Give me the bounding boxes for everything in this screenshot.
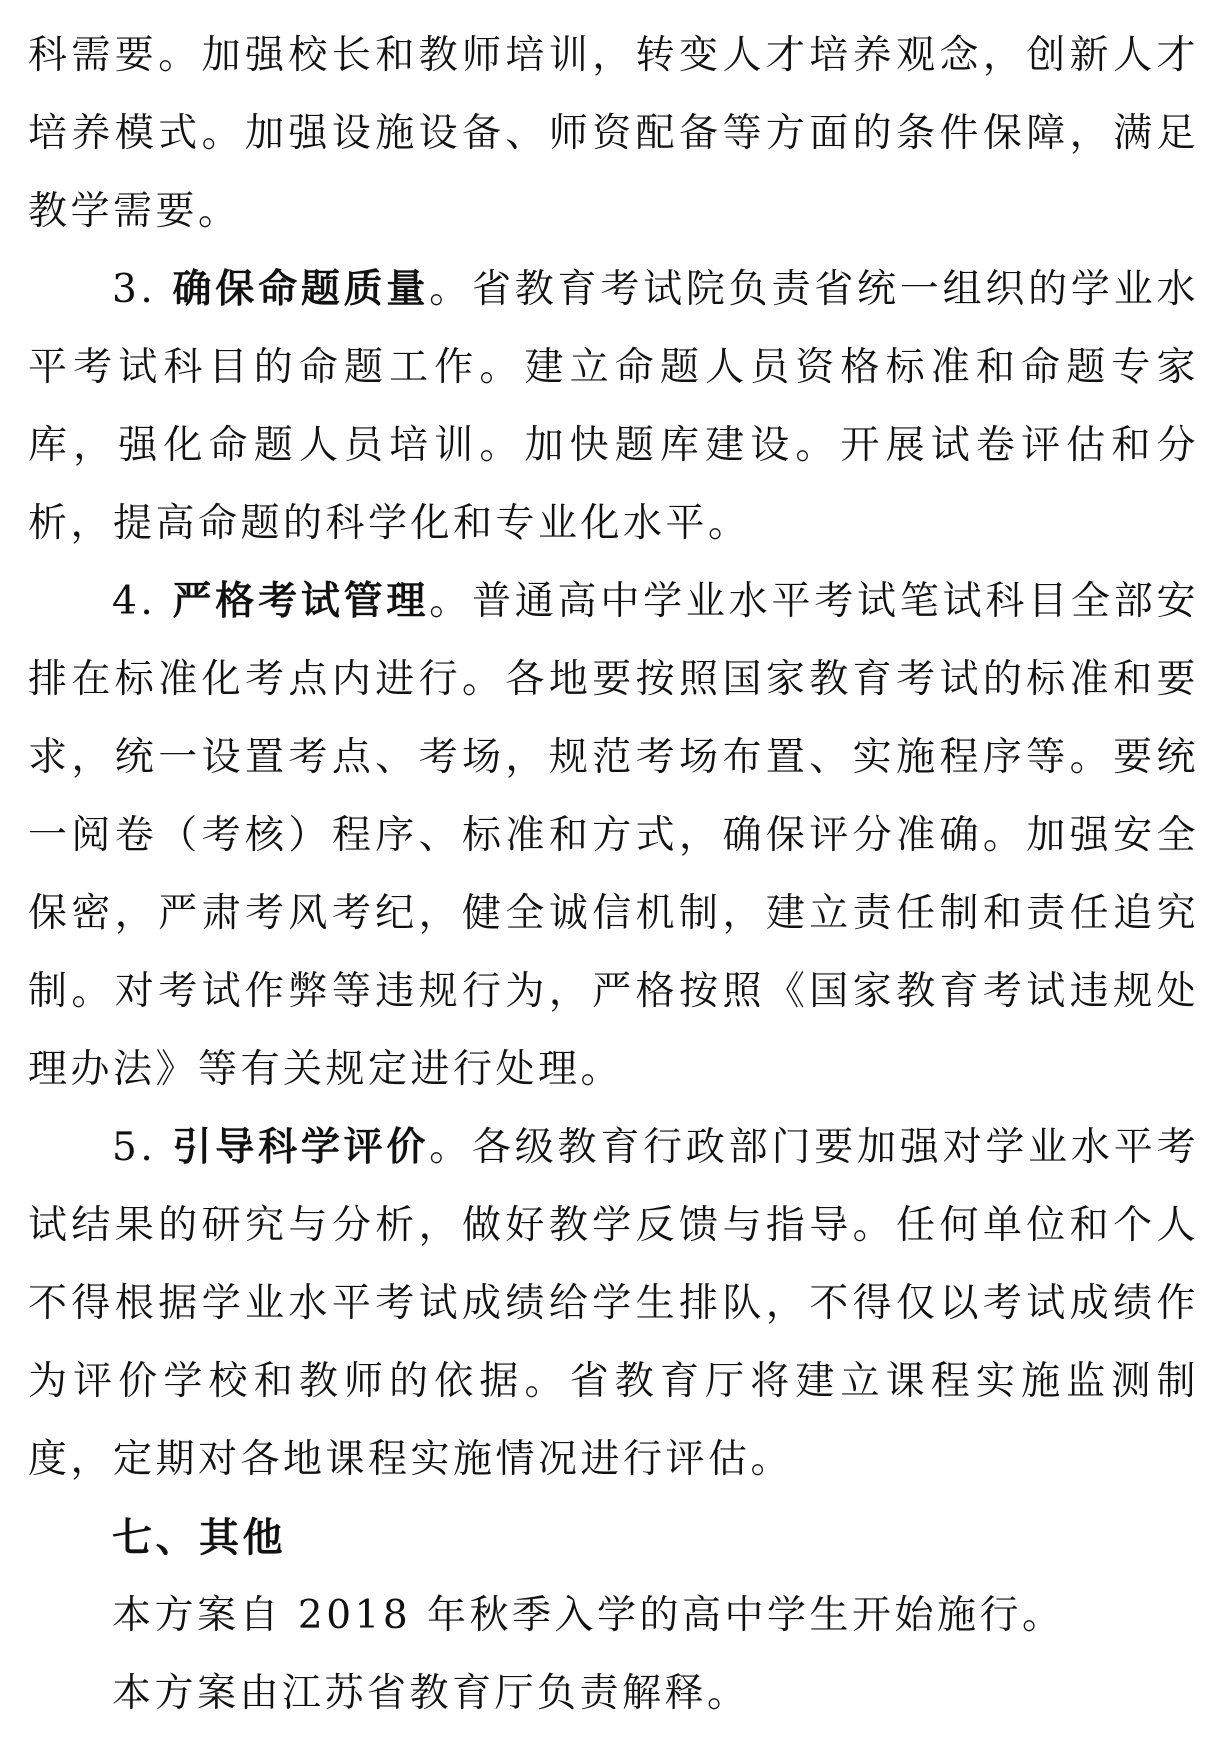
closing-line-effective-date: 本方案自 2018 年秋季入学的高中学生开始施行。	[112, 1593, 1065, 1638]
item-number: 3.	[112, 267, 157, 312]
paragraph-item-3	[28, 251, 1199, 563]
item-body: 。普通高中学业水平考试笔试科目全部安排在标准化考点内进行。各地要按照国家教育考试的标准和要求，统一设置考点、考场，规范考场布置、实施程序等。要统一阅卷（考核）程序、标准和方式，确保评分准确。加强安全保密，严肃考风考纪，健全诚信机制，建立责任制和责任追究制。对考试作弊等违规行为，严格按照《国家教育考试违规处理办法》等有关规定进行处理。	[28, 579, 1199, 1092]
document-page	[0, 17, 1227, 1764]
item-lead: 引导科学评价	[172, 1125, 430, 1170]
section-heading: 七、其他	[112, 1515, 286, 1561]
item-lead: 确保命题质量	[172, 267, 430, 312]
paragraph-item-4	[28, 563, 1199, 1109]
item-body: 。各级教育行政部门要加强对学业水平考试结果的研究与分析，做好教学反馈与指导。任何单位和个人不得根据学业水平考试成绩给学生排队，不得仅以考试成绩作为评价学校和教师的依据。省教育厅将建立课程实施监测制度，定期对各地课程实施情况进行评估。	[28, 1125, 1199, 1482]
item-number: 4.	[112, 579, 157, 624]
paragraph-item-5	[28, 1109, 1199, 1499]
item-lead: 严格考试管理	[172, 579, 430, 624]
paragraph-intro: 科需要。加强校长和教师培训，转变人才培养观念，创新人才培养模式。加强设施设备、师资配备等方面的条件保障，满足教学需要。	[28, 33, 1199, 234]
item-number: 5.	[112, 1125, 157, 1170]
item-body: 。省教育考试院负责省统一组织的学业水平考试科目的命题工作。建立命题人员资格标准和命题专家库，强化命题人员培训。加快题库建设。开展试卷评估和分析，提高命题的科学化和专业化水平。	[28, 267, 1199, 546]
closing-line-interpretation: 本方案由江苏省教育厅负责解释。	[112, 1671, 750, 1716]
